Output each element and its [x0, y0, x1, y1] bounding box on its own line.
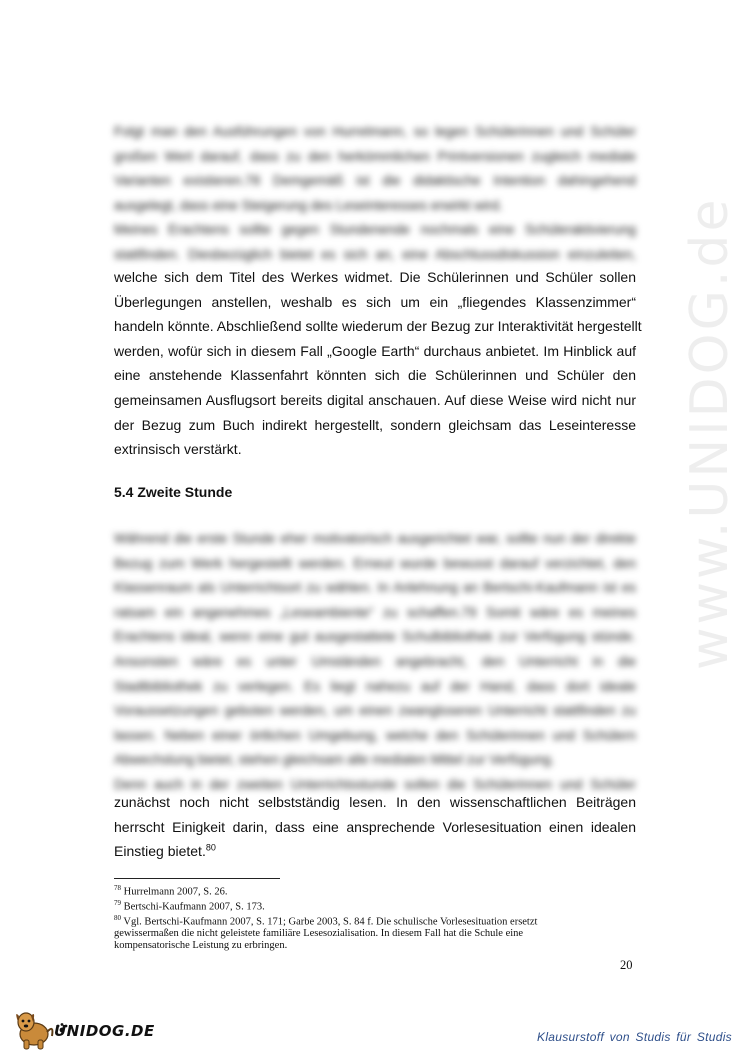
footnote-number: 78 — [114, 884, 121, 892]
logo-text: UNIDOG.DE — [54, 1022, 155, 1040]
footnote-text: Bertschi-Kaufmann 2007, S. 173. — [121, 901, 265, 913]
footnotes — [114, 883, 636, 951]
footnote-text: Hurrelmann 2007, S. 26. — [121, 886, 228, 898]
paragraph-line: eine anstehende Klassenfahrt könnten sich die Schülerinnen und Schüler den — [114, 367, 636, 384]
footnote-number: 79 — [114, 899, 121, 907]
paragraph-line: ausgelegt, dass eine Steigerung des Leseinteresses erwirkt wird. — [114, 197, 503, 213]
paragraph-line: herrscht Einigkeit darin, dass eine ansprechende Vorlesesituation einen idealen — [114, 818, 636, 835]
paragraph-line: Abwechslung bietet, stehen gleichsam alle medialen Mittel zur Verfügung. — [114, 752, 555, 768]
paragraph-line: Folgt man den Ausführungen von Hurrelmann, so legen Schülerinnen und Schüler — [114, 124, 636, 139]
paragraph-line: lassen. Neben einer örtlichen Umgebung, welche den Schülerinnen und Schülern — [114, 727, 636, 743]
paragraph-line: Während die erste Stunde eher motivatorisch ausgerichtet war, sollte nun der direkte — [114, 531, 636, 546]
watermark: www.UNIDOG.de — [680, 196, 740, 670]
footnote-reference: 80 — [205, 842, 216, 853]
page-number: 20 — [620, 958, 633, 972]
paragraph-line: werden, wofür sich in diesem Fall „Google Earth“ durchaus anbietet. Im Hinblick auf — [114, 342, 636, 359]
paragraph-line: Denn auch in der zweiten Unterrichtsstunde sollen die Schülerinnen und Schüler — [114, 776, 636, 792]
paragraph-line: der Bezug zum Buch indirekt hergestellt, sondern gleichsam das Leseinteresse — [114, 416, 636, 433]
paragraph-line: extrinsisch verstärkt. — [114, 441, 242, 458]
blurred-paragraph-2 — [114, 527, 636, 798]
paragraph-line: Ansonsten wäre es unter Umständen angebracht, den Unterricht in die — [114, 653, 636, 669]
section-heading: 5.4 Zweite Stunde — [114, 484, 233, 500]
paragraph-line: Voraussetzungen geboten werden, um einen zwangloseren Unterricht stattfinden zu — [114, 703, 636, 719]
paragraph-line: Überlegungen anstellen, weshalb es sich um ein „fliegendes Klassenzimmer“ — [114, 293, 636, 310]
footnote-number: 80 — [114, 914, 121, 922]
paragraph-line: Bezug zum Werk hergestellt werden. Erneut wurde bewusst darauf verzichtet, den — [114, 555, 636, 571]
footnote-separator — [114, 878, 280, 879]
paragraph-line: Erachtens ideal, wenn eine gut ausgestattete Schulbibliothek zur Verfügung stünde. — [114, 629, 636, 645]
paragraph-line: Meines Erachtens sollte gegen Stundenende nochmals eine Schüleraktivierung — [114, 222, 636, 238]
paragraph-line — [114, 839, 636, 864]
paragraph-line: Stadtbibliothek zu verlegen. Es liegt nahezu auf der Hand, dass dort ideale — [114, 678, 636, 694]
paragraph-line: gemeinsamen Ausflugsort bereits digital anschauen. Auf diese Weise wird nicht nur — [114, 391, 636, 408]
paragraph-line: Varianten existieren.78 Demgemäß ist die didaktische Intention dahingehend — [114, 173, 636, 189]
footer-slogan: Klausurstoff von Studis für Studis — [537, 1030, 732, 1044]
blurred-paragraph-1 — [114, 120, 636, 268]
footnote-continuation: gewissermaßen die nicht geleistete familiäre Lesesozialisation. In diesem Fall hat die Schule eine — [114, 928, 524, 939]
paragraph-line: zunächst noch nicht selbstständig lesen. In den wissenschaftlichen Beiträgen — [114, 794, 636, 810]
paragraph-text: Einstieg bietet. — [114, 843, 206, 860]
footnote-continuation: kompensatorische Leistung zu erbringen. — [114, 939, 288, 951]
paragraph-line: handeln könnte. Abschließend sollte wiederum der Bezug zur Interaktivität hergestellt — [114, 318, 642, 335]
paragraph-line: welche sich dem Titel des Werkes widmet. Die Schülerinnen und Schüler sollen — [114, 269, 636, 285]
footnote-79 — [114, 898, 636, 913]
footnote-80 — [114, 913, 636, 928]
footnote-text: Vgl. Bertschi-Kaufmann 2007, S. 171; Garbe 2003, S. 84 f. Die schulische Vorlesesituation ersetzt — [121, 916, 538, 928]
paragraph-line: stattfinden. Diesbezüglich bietet es sich an, eine Abschlussdiskussion einzuleiten, — [114, 246, 636, 262]
paragraph-2 — [114, 790, 636, 864]
paragraph-line: Klassenraum als Unterrichtsort zu wählen. In Anlehnung an Bertschi-Kaufmann ist es — [114, 580, 636, 596]
footnote-78 — [114, 883, 636, 898]
paragraph-line: ratsam ein angenehmes „Leseambiente“ zu schaffen.79 Somit wäre es meines — [114, 604, 636, 620]
paragraph-line: großen Wert darauf, dass zu den herkömmlichen Printversionen zugleich mediale — [114, 148, 636, 164]
paragraph-1 — [114, 265, 642, 462]
